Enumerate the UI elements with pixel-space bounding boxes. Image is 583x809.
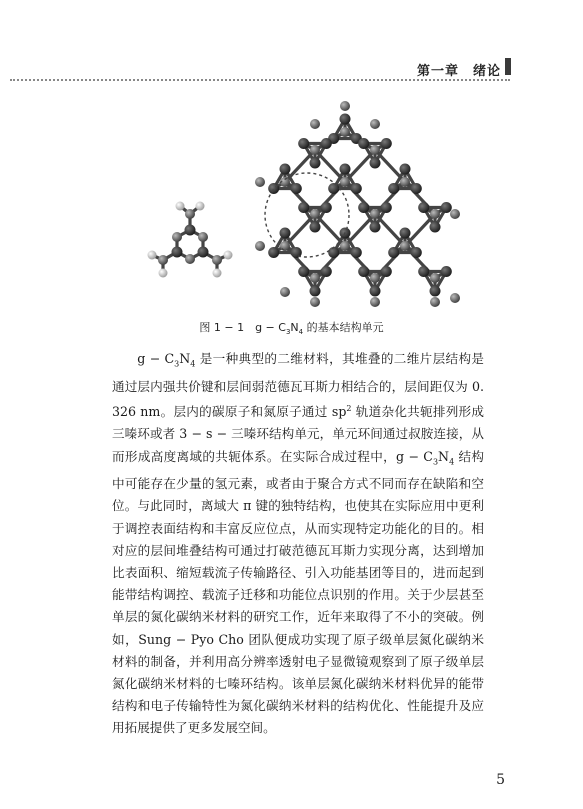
atom [370, 158, 381, 169]
atom [255, 241, 265, 251]
atom [430, 297, 440, 307]
atom [370, 145, 380, 155]
atom [340, 101, 350, 111]
atom [321, 266, 332, 277]
atom [430, 273, 440, 283]
atom [358, 202, 369, 213]
text-run: 结构中可能存在少量的氢元素，或者由于聚合方式不同而存在缺陷和空位。与此同时，离域大 π 键的独特结构，也使其在实际应用中更利于调控表面结构和丰富反应位点，从而实现特定功能化的目的。相对应的层间堆叠结构可通过打破范德瓦耳斯力实现分离，达到增加比表面积、缩短载流子传输路径、引入功能基团等目的，进而起到能带结构调控、载流子迁移和功能位点识别的作用。关于少层甚至单层的氮化碳纳米材料的研究工作，近年来取得了不小的突破。例如，Sung − Pyo Cho 团队便成功实现了原子级单层氮化碳纳米材料的制备，并利用高分辨率透射电子显微镜观察到了原子级单层氮化碳纳米材料的七嗪环结构。该单层氮化碳纳米材料优异的能带结构和电子传输特性为氮化碳纳米材料的结构优化、性能提升及应用拓展提供了更多发展空间。 [112, 448, 484, 736]
atom [411, 183, 422, 194]
atom [310, 209, 320, 219]
atom [411, 247, 422, 258]
atom [441, 266, 452, 277]
text-run: 轨道杂化共轭排列形成三嗪环或者 3 − s − 三嗪环结构单元，单元环间通过叔胺连接，从而形成高度离域的共轭体系。在实际合成过程中，g − C [112, 404, 484, 464]
atom [370, 273, 380, 283]
atom [328, 247, 339, 258]
atom [351, 183, 362, 194]
caption-prefix: 图 1 − 1 g − C [199, 321, 286, 334]
molecular-structure-figure [110, 92, 490, 312]
text-run: N [179, 351, 191, 366]
atom [430, 222, 441, 233]
atom [381, 266, 392, 277]
atom [358, 266, 369, 277]
atom [441, 202, 452, 213]
atom [351, 247, 362, 258]
atom [381, 138, 392, 149]
atom [400, 241, 410, 251]
atom [298, 266, 309, 277]
text-run: N [438, 448, 450, 464]
atom [340, 114, 351, 125]
text-run: 是一种典型的二维材料，其堆叠的二维片层结构是通过层内强共价键和层间弱范德瓦耳斯力相结合的，层间距仅为 0. 326 nm。层内的碳原子和氮原子通过 sp [112, 351, 484, 420]
caption-n: N [290, 321, 299, 334]
atom [370, 297, 380, 307]
atom [340, 177, 350, 187]
atom [370, 222, 381, 233]
atom [381, 202, 392, 213]
atom [298, 202, 309, 213]
atom [370, 209, 380, 219]
header-dotted-rule [10, 79, 510, 81]
atom [430, 286, 441, 297]
caption-suffix: 的基本结构单元 [303, 321, 384, 334]
atom [280, 228, 291, 239]
atom [340, 241, 350, 251]
subscript: 3 [174, 359, 180, 369]
single-unit-atoms [148, 202, 233, 278]
atom [418, 266, 429, 277]
atom [400, 177, 410, 187]
atom [310, 158, 321, 169]
atom [450, 293, 460, 303]
figure-caption [0, 319, 583, 336]
text-run: g − C [137, 351, 175, 366]
subscript: 4 [449, 457, 455, 467]
atom [400, 228, 411, 239]
atom [310, 222, 321, 233]
atom [280, 164, 291, 175]
subscript: 3 [432, 457, 439, 467]
atom [280, 287, 290, 297]
caption-sub-4: 4 [298, 328, 304, 337]
superscript: 2 [346, 403, 352, 413]
header-marker-bar [505, 58, 511, 75]
atom [358, 138, 369, 149]
atom [291, 183, 302, 194]
atom [310, 145, 320, 155]
body-paragraph [112, 348, 484, 740]
atom [280, 241, 290, 251]
atom [418, 202, 429, 213]
atom [255, 177, 265, 187]
chapter-header-title: 第一章 绪论 [416, 64, 501, 79]
atom [328, 183, 339, 194]
atom [388, 247, 399, 258]
atom [298, 138, 309, 149]
subscript: 4 [190, 359, 196, 369]
atom [310, 273, 320, 283]
atom [400, 164, 411, 175]
atom [321, 138, 332, 149]
atom [310, 119, 320, 129]
atom [310, 286, 321, 297]
caption-sub-3: 3 [285, 328, 291, 337]
atom [430, 209, 440, 219]
atom [321, 202, 332, 213]
atom [388, 183, 399, 194]
page-number: 5 [496, 772, 505, 788]
gc3n4-structure-illustration [110, 92, 490, 312]
body-paragraph-container [112, 348, 484, 740]
atom [370, 286, 381, 297]
atom [310, 297, 320, 307]
atom [450, 209, 460, 219]
atom [340, 164, 351, 175]
atom [340, 127, 350, 137]
atom [370, 119, 380, 129]
atom [268, 247, 279, 258]
atom [268, 183, 279, 194]
